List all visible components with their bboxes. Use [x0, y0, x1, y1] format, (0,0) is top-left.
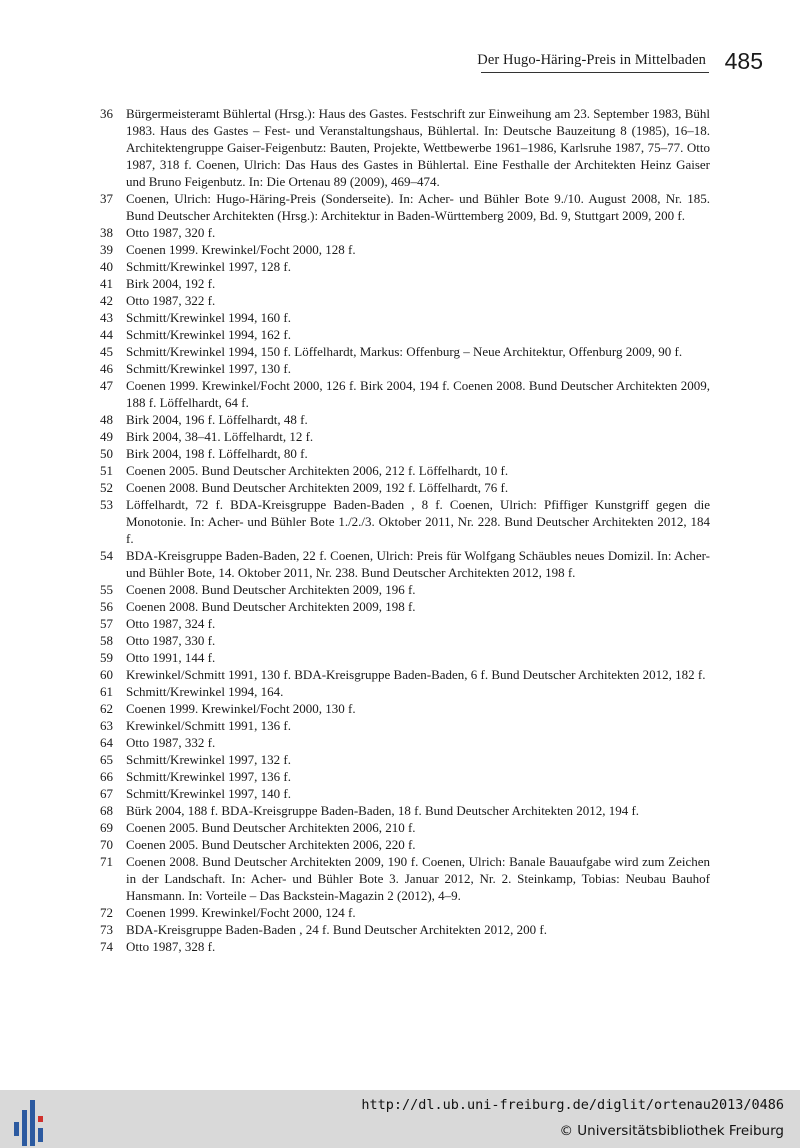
endnote-item [100, 309, 710, 326]
endnote-number: 67 [100, 786, 113, 801]
endnote-text: Birk 2004, 38–41. Löffelhardt, 12 f. [126, 429, 314, 444]
endnote-text: Bürk 2004, 188 f. BDA-Kreisgruppe Baden-Baden, 18 f. Bund Deutscher Architekten 2012, 194 f. [126, 803, 640, 818]
endnote-text: Coenen 1999. Krewinkel/Focht 2000, 128 f. [126, 242, 356, 257]
endnote-item [100, 802, 710, 819]
endnote-number: 37 [100, 191, 113, 206]
source-url-link[interactable]: http://dl.ub.uni-freiburg.de/diglit/ortenau2013/0486 [361, 1097, 784, 1113]
page-header [0, 44, 800, 84]
endnote-text: Coenen 1999. Krewinkel/Focht 2000, 130 f. [126, 701, 356, 716]
endnote-item [100, 751, 710, 768]
endnote-item [100, 666, 710, 683]
copyright-notice: © Universitätsbibliothek Freiburg [559, 1123, 784, 1139]
page-number: 485 [724, 48, 763, 74]
endnote-item [100, 377, 710, 411]
endnote-text: Krewinkel/Schmitt 1991, 130 f. BDA-Kreisgruppe Baden-Baden, 6 f. Bund Deutscher Architekten 2012, 182 f. [126, 667, 706, 682]
endnote-number: 50 [100, 446, 113, 461]
endnote-text: Otto 1987, 324 f. [126, 616, 216, 631]
endnote-item [100, 768, 710, 785]
endnote-item [100, 428, 710, 445]
endnote-item [100, 717, 710, 734]
endnote-text: Otto 1987, 330 f. [126, 633, 216, 648]
endnote-text: BDA-Kreisgruppe Baden-Baden, 22 f. Coenen, Ulrich: Preis für Wolfgang Schäubles neues Domizil. In: Acher- und Bühler Bote, 14. Oktober 2011, Nr. 238. Bund Deutscher Architekten 2012, 198 f. [126, 548, 710, 580]
endnote-number: 71 [100, 854, 113, 869]
endnote-item [100, 921, 710, 938]
endnote-number: 52 [100, 480, 113, 495]
endnote-text: Coenen 1999. Krewinkel/Focht 2000, 124 f. [126, 905, 356, 920]
endnote-number: 53 [100, 497, 113, 512]
endnote-item [100, 360, 710, 377]
endnote-item [100, 292, 710, 309]
endnote-number: 57 [100, 616, 113, 631]
endnote-number: 51 [100, 463, 113, 478]
endnote-number: 63 [100, 718, 113, 733]
endnote-number: 64 [100, 735, 113, 750]
endnote-text: Löffelhardt, 72 f. BDA-Kreisgruppe Baden-Baden , 8 f. Coenen, Ulrich: Pfiffiger Kunstgriff gegen die Monotonie. In: Acher- und Bühler Bote 1./2./3. Oktober 2011, Nr. 228. Bund Deutscher Architekten 2012, 184 f. [126, 497, 710, 546]
endnote-text: Otto 1987, 328 f. [126, 939, 216, 954]
endnote-item [100, 105, 710, 190]
endnote-text: Coenen 2008. Bund Deutscher Architekten 2009, 192 f. Löffelhardt, 76 f. [126, 480, 509, 495]
endnote-number: 42 [100, 293, 113, 308]
endnote-text: Coenen 1999. Krewinkel/Focht 2000, 126 f. Birk 2004, 194 f. Coenen 2008. Bund Deutscher Architekten 2009, 188 f. Löffelhardt, 64 f. [126, 378, 710, 410]
endnote-text: Schmitt/Krewinkel 1997, 140 f. [126, 786, 292, 801]
endnote-text: Schmitt/Krewinkel 1997, 130 f. [126, 361, 292, 376]
endnote-item [100, 479, 710, 496]
endnote-number: 73 [100, 922, 113, 937]
endnote-number: 54 [100, 548, 113, 563]
endnotes-list [100, 105, 710, 955]
endnote-text: Coenen 2008. Bund Deutscher Architekten 2009, 190 f. Coenen, Ulrich: Banale Bauaufgabe wird zum Zeichen in der Landschaft. In: Acher- und Bühler Bote 3. Januar 2012, Nr. 2. Steinkamp, Tobias: Neubau Bauhof Hansmann. In: Vorteile – Das Backstein-Magazin 2 (2012), 4–9. [126, 854, 710, 903]
endnote-number: 44 [100, 327, 113, 342]
endnote-text: Schmitt/Krewinkel 1994, 164. [126, 684, 284, 699]
endnote-item [100, 343, 710, 360]
endnote-text: Birk 2004, 192 f. [126, 276, 216, 291]
endnote-number: 39 [100, 242, 113, 257]
endnote-item [100, 496, 710, 547]
endnote-text: Schmitt/Krewinkel 1994, 160 f. [126, 310, 292, 325]
endnote-number: 58 [100, 633, 113, 648]
endnote-number: 68 [100, 803, 113, 818]
endnote-text: Coenen 2008. Bund Deutscher Architekten 2009, 196 f. [126, 582, 416, 597]
endnote-text: Coenen 2008. Bund Deutscher Architekten 2009, 198 f. [126, 599, 416, 614]
endnote-text: Schmitt/Krewinkel 1994, 162 f. [126, 327, 292, 342]
endnote-number: 59 [100, 650, 113, 665]
endnote-number: 60 [100, 667, 113, 682]
endnote-text: BDA-Kreisgruppe Baden-Baden , 24 f. Bund Deutscher Architekten 2012, 200 f. [126, 922, 547, 937]
endnote-item [100, 853, 710, 904]
endnote-number: 66 [100, 769, 113, 784]
endnote-text: Birk 2004, 198 f. Löffelhardt, 80 f. [126, 446, 308, 461]
footer-bar [0, 1090, 800, 1148]
endnote-number: 65 [100, 752, 113, 767]
endnote-text: Schmitt/Krewinkel 1997, 136 f. [126, 769, 292, 784]
endnote-item [100, 615, 710, 632]
endnote-item [100, 819, 710, 836]
endnote-number: 48 [100, 412, 113, 427]
endnote-text: Coenen 2005. Bund Deutscher Architekten 2006, 210 f. [126, 820, 416, 835]
endnote-number: 62 [100, 701, 113, 716]
endnote-item [100, 445, 710, 462]
endnote-item [100, 241, 710, 258]
endnote-number: 38 [100, 225, 113, 240]
endnote-text: Otto 1987, 320 f. [126, 225, 216, 240]
endnote-text: Otto 1991, 144 f. [126, 650, 216, 665]
endnote-number: 36 [100, 106, 113, 121]
endnote-text: Schmitt/Krewinkel 1997, 128 f. [126, 259, 292, 274]
endnote-item [100, 734, 710, 751]
endnote-text: Coenen 2005. Bund Deutscher Architekten 2006, 212 f. Löffelhardt, 10 f. [126, 463, 509, 478]
endnote-text: Birk 2004, 196 f. Löffelhardt, 48 f. [126, 412, 308, 427]
endnote-text: Krewinkel/Schmitt 1991, 136 f. [126, 718, 292, 733]
endnote-number: 56 [100, 599, 113, 614]
endnote-item [100, 598, 710, 615]
endnote-item [100, 258, 710, 275]
endnote-item [100, 649, 710, 666]
endnote-item [100, 411, 710, 428]
endnote-text: Bürgermeisteramt Bühlertal (Hrsg.): Haus des Gastes. Festschrift zur Einweihung am 23. September 1983, Bühl 1983. Haus des Gastes – Fest- und Veranstaltungshaus, Bühlertal. In: Deutsche Bauzeitung 8 (1985), 16–18. Architektengruppe Gaiser-Feigenbutz: Bauten, Projekte, Wettbewerbe 1961–1986, Karlsruhe 1987, 75–77. Otto 1987, 318 f. Coenen, Ulrich: Das Haus des Gastes in Bühlertal. Eine Festhalle der Architekten Heinz Gaiser und Bruno Feigenbutz. In: Die Ortenau 89 (2009), 469–474. [126, 106, 710, 189]
endnote-number: 47 [100, 378, 113, 393]
endnote-item [100, 785, 710, 802]
header-rule [481, 72, 709, 73]
endnote-text: Otto 1987, 322 f. [126, 293, 216, 308]
endnote-item [100, 547, 710, 581]
endnote-number: 74 [100, 939, 113, 954]
running-head: Der Hugo-Häring-Preis in Mittelbaden [477, 52, 706, 68]
endnote-item [100, 632, 710, 649]
endnote-number: 69 [100, 820, 113, 835]
endnote-item [100, 326, 710, 343]
endnote-item [100, 462, 710, 479]
endnote-item [100, 938, 710, 955]
endnote-item [100, 275, 710, 292]
endnote-number: 45 [100, 344, 113, 359]
endnote-number: 61 [100, 684, 113, 699]
endnote-number: 41 [100, 276, 113, 291]
endnote-text: Schmitt/Krewinkel 1994, 150 f. Löffelhardt, Markus: Offenburg – Neue Architektur, Offenburg 2009, 90 f. [126, 344, 683, 359]
endnote-text: Coenen, Ulrich: Hugo-Häring-Preis (Sonderseite). In: Acher- und Bühler Bote 9./10. August 2008, Nr. 185. Bund Deutscher Architekten (Hrsg.): Architektur in Baden-Württemberg 2009, Bd. 9, Stuttgart 2009, 200 f. [126, 191, 710, 223]
endnote-item [100, 224, 710, 241]
endnote-item [100, 581, 710, 598]
endnote-item [100, 836, 710, 853]
endnote-number: 70 [100, 837, 113, 852]
endnote-text: Schmitt/Krewinkel 1997, 132 f. [126, 752, 292, 767]
endnote-text: Coenen 2005. Bund Deutscher Architekten 2006, 220 f. [126, 837, 416, 852]
endnote-item [100, 700, 710, 717]
endnote-number: 40 [100, 259, 113, 274]
endnote-text: Otto 1987, 332 f. [126, 735, 216, 750]
endnote-number: 72 [100, 905, 113, 920]
endnote-item [100, 683, 710, 700]
endnote-number: 55 [100, 582, 113, 597]
endnote-item [100, 190, 710, 224]
library-logo-icon[interactable] [12, 1100, 52, 1146]
endnote-number: 49 [100, 429, 113, 444]
endnote-number: 43 [100, 310, 113, 325]
endnote-number: 46 [100, 361, 113, 376]
endnote-item [100, 904, 710, 921]
